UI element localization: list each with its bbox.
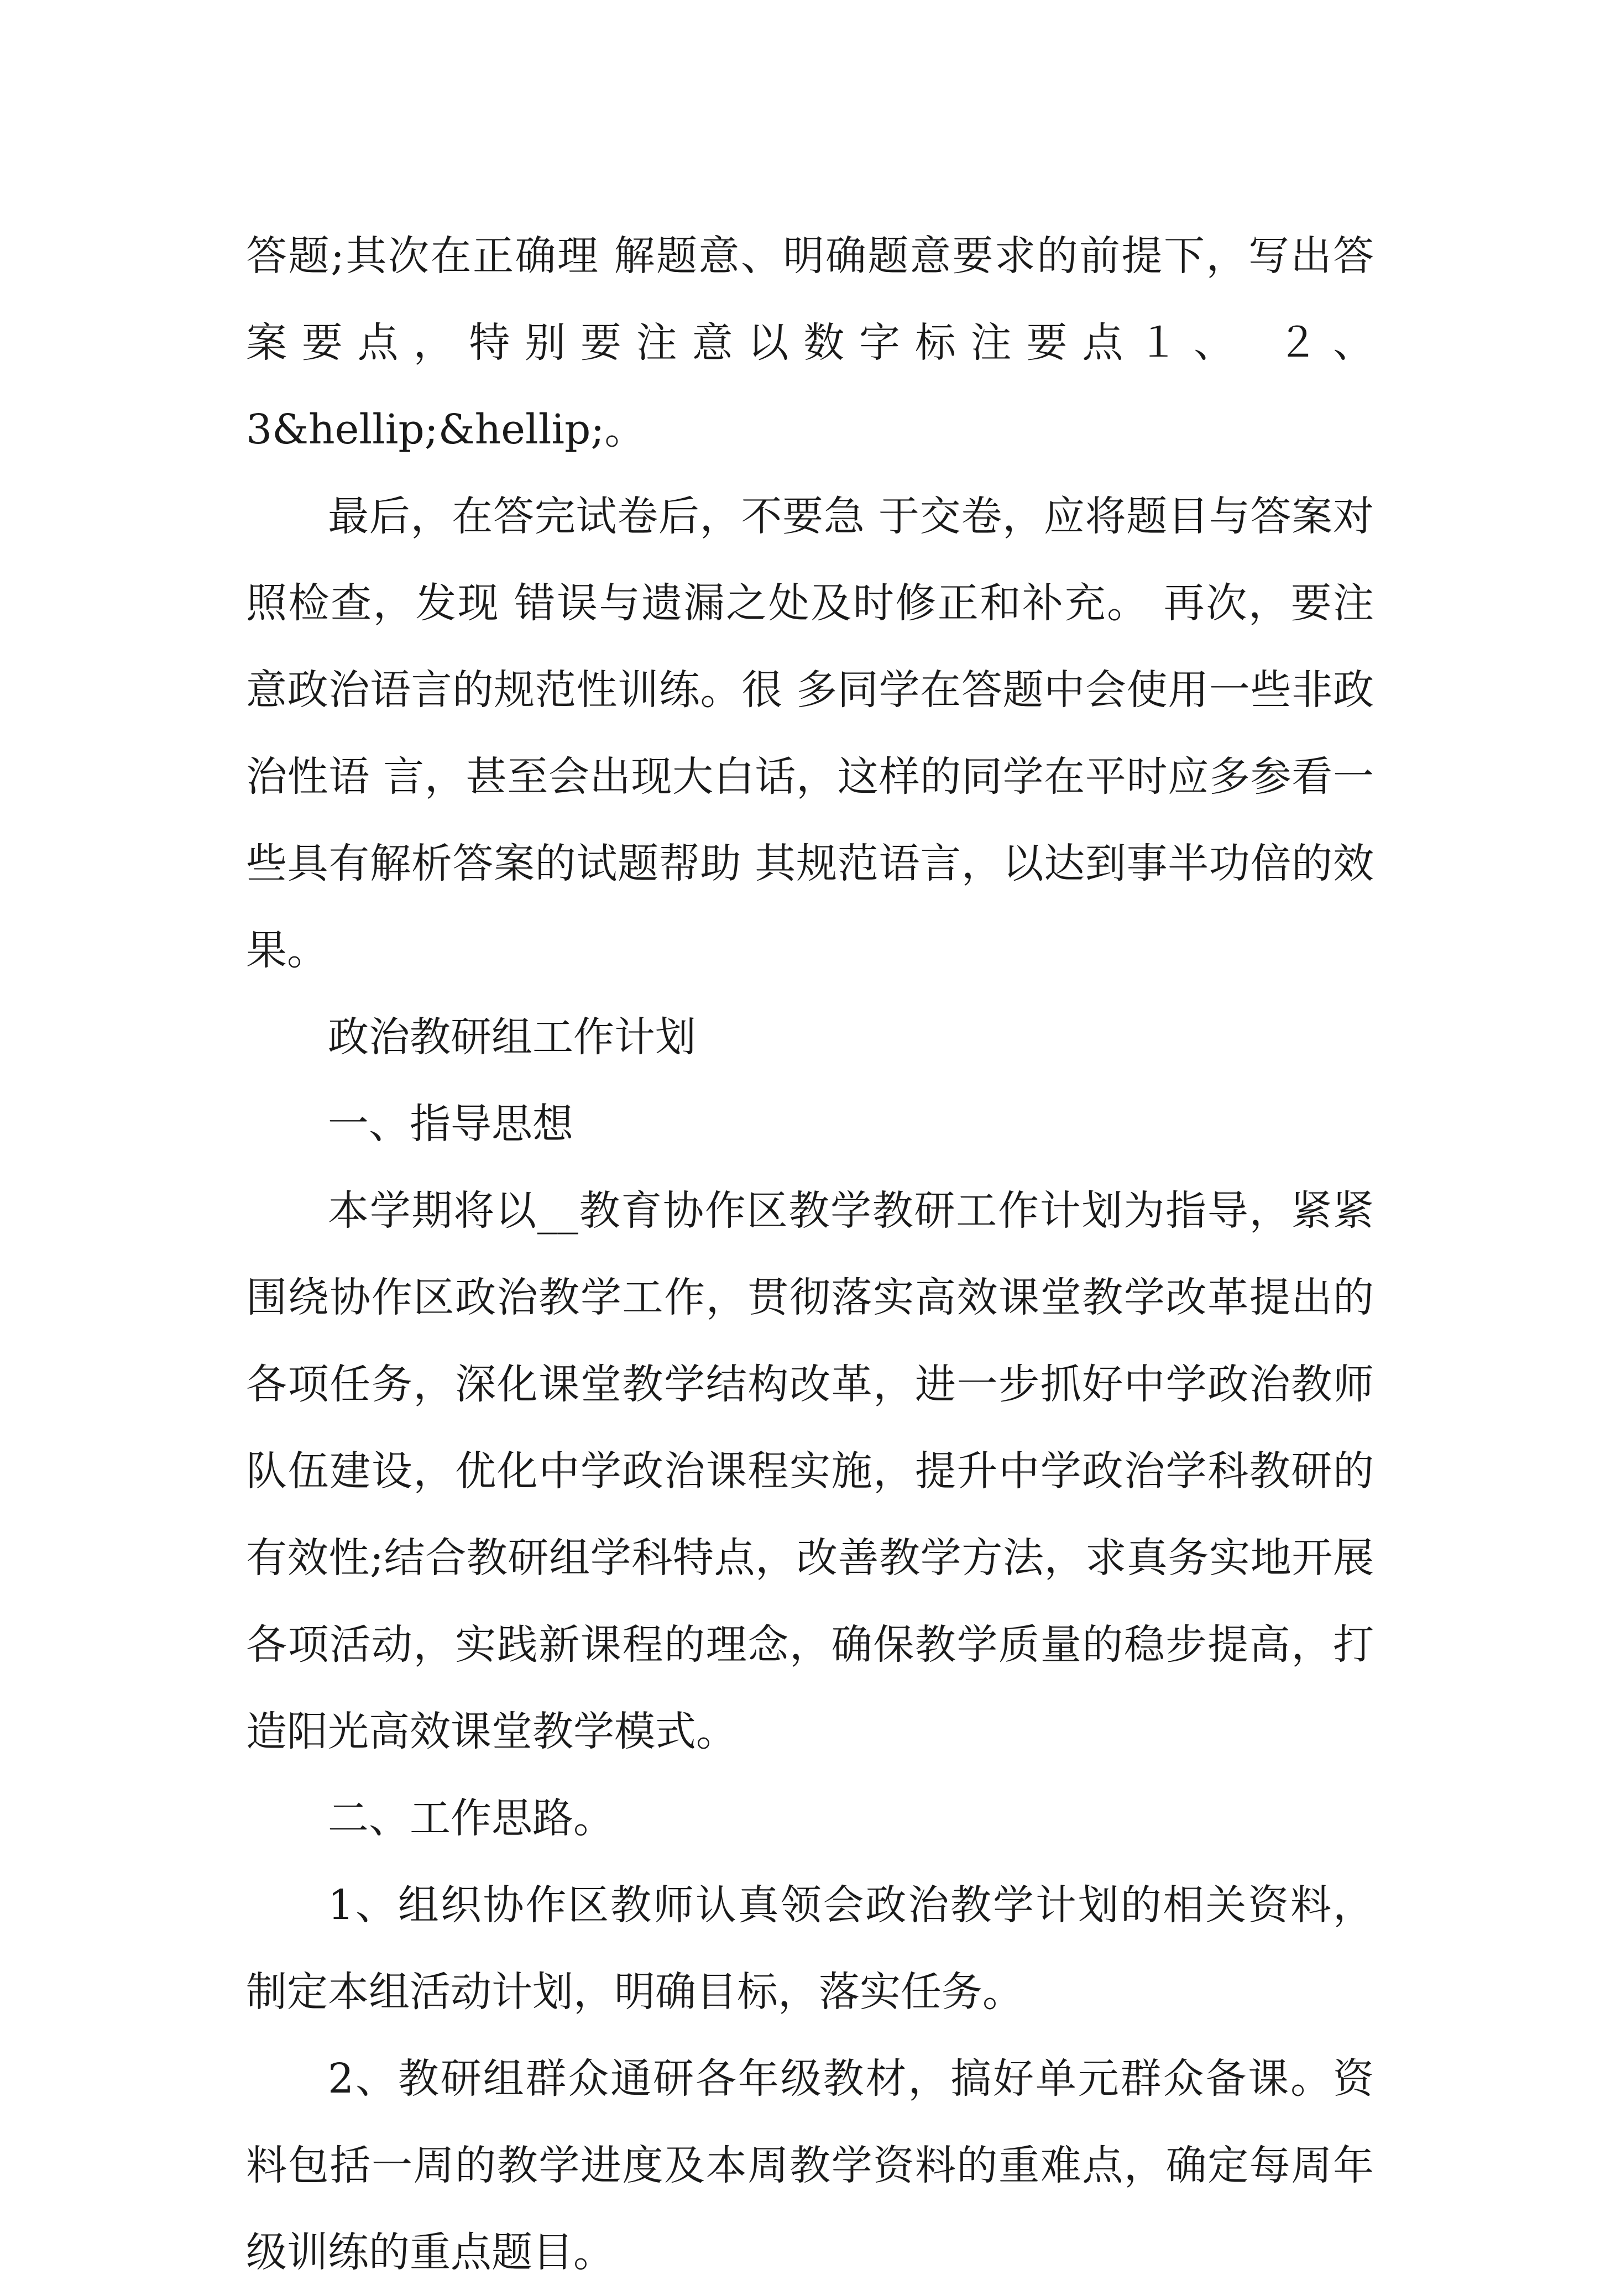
document-title: 政治教研组工作计划 (328, 1013, 696, 1061)
section-heading-guiding-ideology: 一、指导思想 (328, 1100, 573, 1148)
paragraph-guiding-ideology: 本学期将以__教育协作区教学教研工作计划为指导，紧紧围绕协作区政治教学工作，贯彻落实高效课堂教学改革提出的各项任务，深化课堂教学结构改革，进一步抓好中学政治教师队伍建设，优化中学政治课程实施，提升中学政治学科教研的有效性;结合教研组学科特点，改善教学方法，求真务实地开展各项活动，实践新课程的理念，确保教学质量的稳步提高，打造阳光高效课堂教学模式。 (246, 1187, 1374, 1755)
paragraph-review-advice: 最后，在答完试卷后，不要急 于交卷，应将题目与答案对照检查，发现 错误与遗漏之处及时修正和补充。 再次，要注意政治语言的规范性训练。很 多同学在答题中会使用一些非政治性语 言，甚至会出现大白话，这样的同学在平时应多参看一些具有解析答案的试题帮助 其规范语言，以达到事半功倍的效果。 (246, 493, 1374, 974)
paragraph-answer-points: 答题;其次在正确理 解题意、明确题意要求的前提下，写出答 案要点，特别要注意以数字标注要点１、 ２、3&hellip;&hellip;。 (246, 232, 1374, 453)
list-item-1: 1、组织协作区教师认真领会政治教学计划的相关资料，制定本组活动计划，明确目标，落实任务。 (246, 1881, 1374, 2016)
document-body (246, 213, 1374, 2296)
list-item-2: 2、教研组群众通研各年级教材，搞好单元群众备课。资料包括一周的教学进度及本周教学资料的重难点，确定每周年级训练的重点题目。 (246, 2055, 1374, 2276)
section-heading-work-approach: 二、工作思路。 (328, 1795, 614, 1842)
